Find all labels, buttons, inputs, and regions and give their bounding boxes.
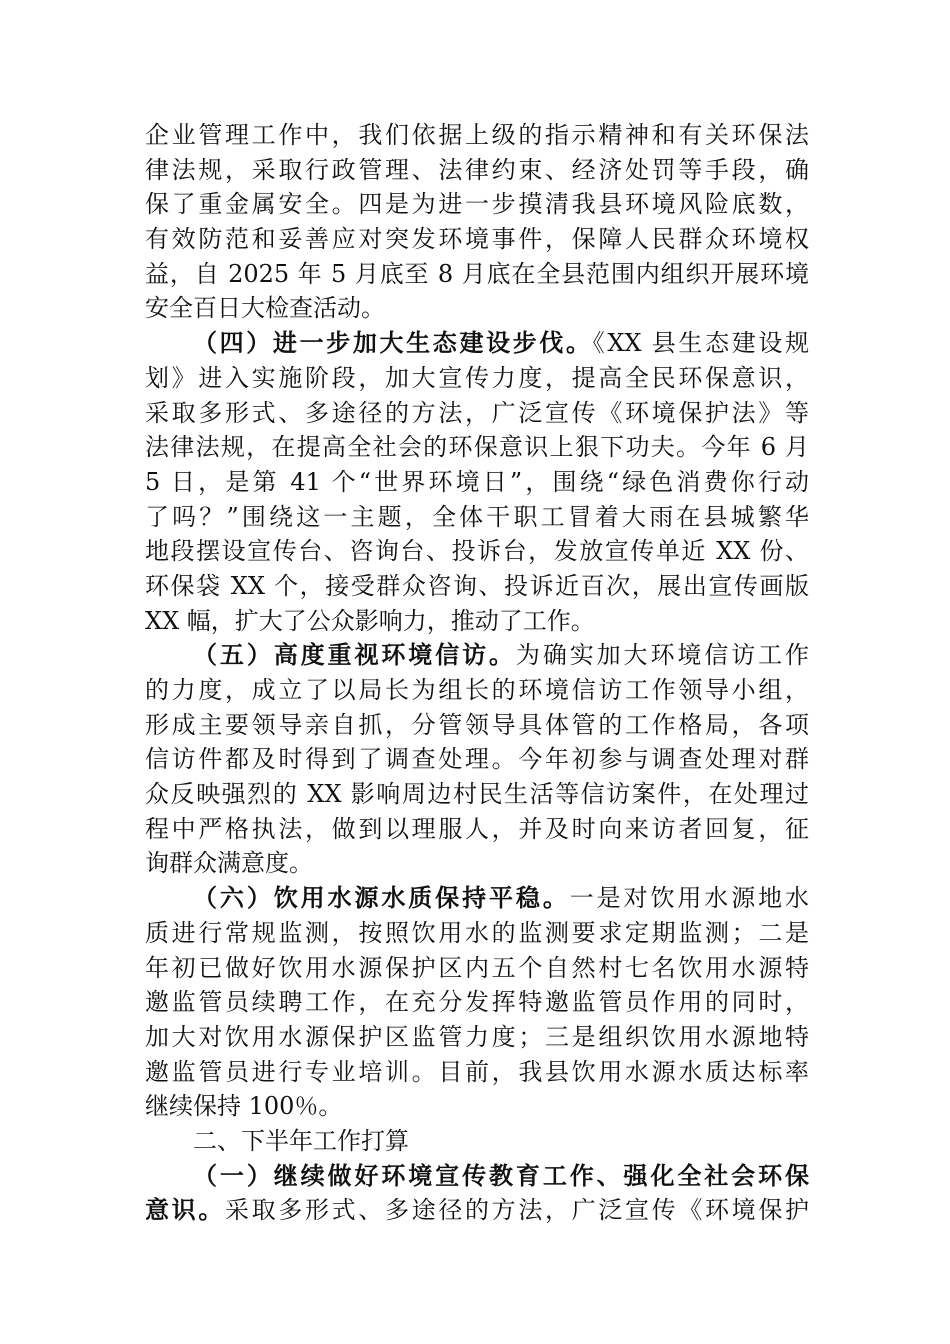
- text-line: 程中严格执法，做到以理服人，并及时向来访者回复，征: [145, 814, 809, 843]
- text-run: 《XX 县生态建设规: [592, 329, 810, 358]
- text-line: 询群众满意度。: [145, 849, 313, 878]
- text-line: 企业管理工作中，我们依据上级的指示精神和有关环保法: [145, 121, 809, 149]
- paragraph-heading: （六）饮用水源水质保持平稳。: [193, 883, 570, 913]
- text-line: 益，自 2025 年 5 月底至 8 月底在全县范围内组织开展环境: [145, 259, 809, 288]
- text-line: [145, 638, 809, 673]
- text-line: 环保袋 XX 个，接受群众咨询、投诉近百次，展出宣传画版: [145, 571, 809, 600]
- text-line: 了吗？”围绕这一主题，全体干职工冒着大雨在县城繁华: [145, 502, 809, 531]
- paragraph: [145, 881, 809, 1124]
- text-line: [145, 1193, 809, 1228]
- text-line: 采取多形式、多途径的方法，广泛宣传《环境保护法》等: [145, 398, 809, 427]
- text-line: 邀监管员进行专业培训。目前，我县饮用水源水质达标率: [145, 1057, 809, 1086]
- text-run: 为确实加大环境信访工作: [515, 641, 810, 670]
- text-line: 安全百日大检查活动。: [145, 294, 385, 323]
- text-line: 年初已做好饮用水源保护区内五个自然村七名饮用水源特: [145, 953, 809, 982]
- text-line: 地段摆设宣传台、咨询台、投诉台，发放宣传单近 XX 份、: [145, 537, 809, 566]
- text-line: 信访件都及时得到了调查处理。今年初参与调查处理对群: [145, 745, 809, 774]
- text-line: 的力度，成立了以局长为组长的环境信访工作领导小组，: [145, 676, 809, 704]
- paragraph: [145, 118, 809, 326]
- text-line: 5 日，是第 41 个“世界环境日”，围绕“绿色消费你行动: [145, 467, 809, 496]
- text-line: 法律法规，在提高全社会的环保意识上狠下功夫。今年 6 月: [145, 433, 809, 462]
- text-run: 一是对饮用水源地水: [569, 884, 810, 913]
- paragraph-heading: （四）进一步加大生态建设步伐。: [193, 328, 593, 358]
- paragraph-heading-continuation: 意识。: [145, 1195, 225, 1225]
- text-run: 采取多形式、多途径的方法，广泛宣传《环境保护: [225, 1196, 809, 1225]
- text-line: 律法规，采取行政管理、法律约束、经济处罚等手段，确: [145, 155, 809, 184]
- text-line: XX 幅，扩大了公众影响力，推动了工作。: [145, 606, 595, 635]
- section-heading: 二、下半年工作打算: [193, 1126, 409, 1155]
- text-line: [145, 881, 809, 916]
- paragraph: [145, 1159, 809, 1228]
- text-line: 划》进入实施阶段，加大宣传力度，提高全民环保意识，: [145, 363, 809, 392]
- text-line: 邀监管员续聘工作，在充分发挥特邀监管员作用的同时，: [145, 988, 809, 1017]
- paragraph: [145, 638, 809, 881]
- text-line: 质进行常规监测，按照饮用水的监测要求定期监测；二是: [145, 918, 809, 947]
- paragraph-heading: （五）高度重视环境信访。: [193, 640, 516, 670]
- text-line: 有效防范和妥善应对突发环境事件，保障人民群众环境权: [145, 225, 809, 254]
- text-line: 形成主要领导亲自抓，分管领导具体管的工作格局，各项: [145, 710, 809, 739]
- text-line: 众反映强烈的 XX 影响周边村民生活等信访案件，在处理过: [145, 780, 809, 809]
- text-line: 继续保持 100％。: [145, 1092, 343, 1121]
- paragraph-heading: （一）继续做好环境宣传教育工作、强化全社会环保: [193, 1160, 809, 1190]
- text-line: 加大对饮用水源保护区监管力度；三是组织饮用水源地特: [145, 1022, 809, 1051]
- paragraph: [145, 326, 809, 638]
- text-line: [145, 326, 809, 361]
- document-body: [145, 118, 809, 1228]
- text-line: 保了重金属安全。四是为进一步摸清我县环境风险底数，: [145, 190, 809, 219]
